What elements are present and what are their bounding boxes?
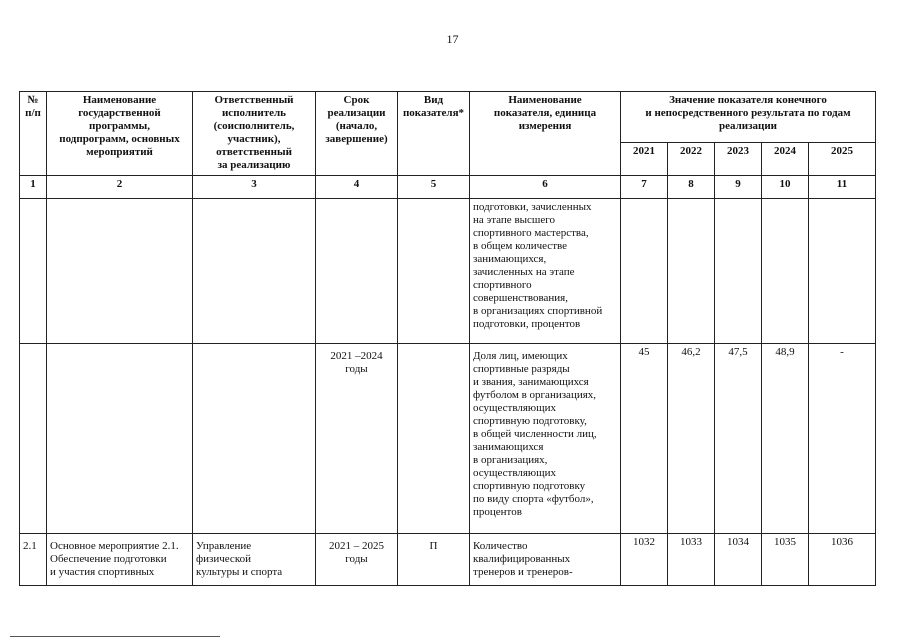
- column-number: 7: [621, 176, 668, 199]
- column-numbers-row: [20, 176, 876, 199]
- indicators-table: [19, 91, 876, 586]
- row-value-2023: [715, 199, 762, 344]
- column-number: 6: [470, 176, 621, 199]
- row-number: [20, 199, 47, 344]
- column-number: 3: [193, 176, 316, 199]
- row-executor: [193, 199, 316, 344]
- row-value-2023: 47,5: [715, 344, 762, 534]
- header-number: № п/п: [20, 92, 47, 176]
- row-value-2024: 1035: [762, 534, 809, 586]
- header-values-group: Значение показателя конечного и непосредственного результата по годам реализации: [621, 92, 876, 143]
- row-period: [316, 199, 398, 344]
- row-name: [47, 199, 193, 344]
- row-number: [20, 344, 47, 534]
- page-number: 17: [446, 32, 459, 46]
- page-bottom-rule: [10, 636, 220, 637]
- row-value-2022: 1033: [668, 534, 715, 586]
- header-indicator-type: Вид показателя*: [398, 92, 470, 176]
- row-value-2024: 48,9: [762, 344, 809, 534]
- header-executor: Ответственный исполнитель (соисполнитель, участник), ответственный за реализацию: [193, 92, 316, 176]
- row-name: Основное мероприятие 2.1. Обеспечение подготовки и участия спортивных: [47, 534, 193, 586]
- row-value-2025: 1036: [809, 534, 876, 586]
- table-row: [20, 199, 876, 344]
- table-row: [20, 534, 876, 586]
- year-2023: 2023: [715, 143, 762, 176]
- column-number: 1: [20, 176, 47, 199]
- row-value-2023: 1034: [715, 534, 762, 586]
- column-number: 11: [809, 176, 876, 199]
- row-indicator: подготовки, зачисленных на этапе высшего спортивного мастерства, в общем количестве занимающихся, зачисленных на этапе спортивного совершенствования, в организациях спортивной подготовки, процентов: [470, 199, 621, 344]
- column-number: 10: [762, 176, 809, 199]
- row-type: П: [398, 534, 470, 586]
- column-number: 5: [398, 176, 470, 199]
- header-program-name: Наименование государственной программы, подпрограмм, основных мероприятий: [47, 92, 193, 176]
- row-value-2021: 1032: [621, 534, 668, 586]
- row-indicator: Доля лиц, имеющих спортивные разряды и звания, занимающихся футболом в организациях, осуществляющих спортивную подготовку, в общей численности лиц, занимающихся в организациях, осуществляющих спортивную подготовку по виду спорта «футбол», процентов: [470, 344, 621, 534]
- row-value-2025: -: [809, 344, 876, 534]
- row-period: 2021 –2024 годы: [316, 344, 398, 534]
- header-row: [20, 92, 876, 143]
- column-number: 4: [316, 176, 398, 199]
- year-2025: 2025: [809, 143, 876, 176]
- row-value-2021: [621, 199, 668, 344]
- row-type: [398, 344, 470, 534]
- row-value-2022: [668, 199, 715, 344]
- year-2022: 2022: [668, 143, 715, 176]
- row-value-2022: 46,2: [668, 344, 715, 534]
- year-2024: 2024: [762, 143, 809, 176]
- row-indicator: Количество квалифицированных тренеров и тренеров-: [470, 534, 621, 586]
- header-period: Срок реализации (начало, завершение): [316, 92, 398, 176]
- row-type: [398, 199, 470, 344]
- row-executor: Управление физической культуры и спорта: [193, 534, 316, 586]
- year-2021: 2021: [621, 143, 668, 176]
- column-number: 9: [715, 176, 762, 199]
- row-executor: [193, 344, 316, 534]
- row-name: [47, 344, 193, 534]
- column-number: 2: [47, 176, 193, 199]
- row-number: 2.1: [20, 534, 47, 586]
- header-indicator-name: Наименование показателя, единица измерения: [470, 92, 621, 176]
- row-period: 2021 – 2025 годы: [316, 534, 398, 586]
- table-row: [20, 344, 876, 534]
- row-value-2024: [762, 199, 809, 344]
- column-number: 8: [668, 176, 715, 199]
- row-value-2025: [809, 199, 876, 344]
- row-value-2021: 45: [621, 344, 668, 534]
